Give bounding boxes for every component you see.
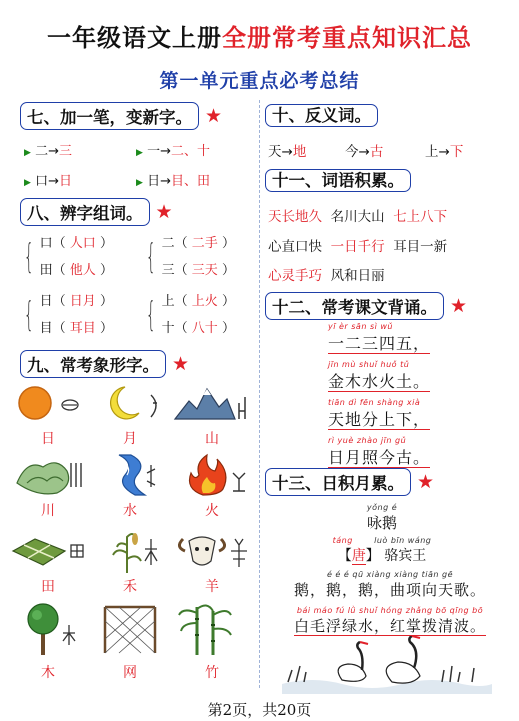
poem-title: yǒng é 咏鹅	[366, 503, 398, 532]
pictograph-field: 田	[8, 531, 88, 596]
section-7-heading: 七、加一笔，变新字。	[20, 102, 199, 130]
section-11-header	[265, 167, 411, 191]
pictograph-mountain: 山	[172, 383, 252, 448]
title-part1: 一年级语文上册	[47, 23, 222, 52]
sheep-icon	[172, 531, 252, 571]
brace-icon: {	[145, 237, 156, 277]
pictograph-water: 水	[90, 455, 170, 520]
recite-line-4: rì yuè zhào jīn gǔ 日月照今古。	[328, 436, 431, 467]
section-10-heading: 十、反义词。	[265, 104, 378, 127]
section-10-header	[265, 102, 378, 126]
poem-author: táng luò bīn wáng 【唐】 骆宾王	[332, 536, 432, 564]
section-8-header	[20, 198, 173, 226]
grain-icon	[90, 531, 170, 571]
idiom-row-2: 心直口快 一日千行 耳目一新	[268, 239, 448, 255]
idiom-row-3: 心灵手巧 风和日丽	[268, 268, 385, 284]
star-icon: ★	[417, 470, 435, 493]
field-icon	[8, 531, 88, 571]
title-part2: 全册常考重点知识汇总	[222, 23, 472, 52]
section-12-header	[265, 292, 467, 320]
antonym-pair-2: 今→古	[345, 144, 384, 160]
section-11-heading: 十一、词语积累。	[265, 169, 411, 192]
pictograph-sheep: 羊	[172, 531, 252, 596]
pictograph-net: 网	[90, 601, 170, 682]
pictograph-tree: 木	[8, 601, 88, 682]
antonym-pair-1: 天→地	[268, 144, 307, 160]
s8-group-4: { 上（ 上火 ） 十（ 八十 ）	[145, 294, 235, 336]
brace-icon: {	[23, 237, 34, 277]
section-8-heading: 八、辨字组词。	[20, 198, 150, 226]
mountain-icon	[172, 383, 252, 423]
section-7-header	[20, 102, 222, 130]
bamboo-icon	[172, 601, 252, 657]
s7-item-3: ▶ 口→日	[24, 174, 72, 189]
idiom-row-1: 天长地久 名川大山 七上八下	[268, 209, 448, 225]
pictograph-fire: 火	[172, 455, 252, 520]
section-9-header	[20, 350, 189, 378]
recite-line-1: yī èr sān sì wǔ 一二三四五，	[328, 322, 431, 353]
sun-icon	[8, 383, 88, 423]
column-divider	[259, 100, 260, 688]
page-number: 第2页，共20页	[207, 701, 312, 719]
water-icon	[90, 455, 170, 495]
page-subtitle: 第一单元重点必考总结	[159, 70, 360, 92]
section-9-heading: 九、常考象形字。	[20, 350, 166, 378]
s8-group-2: { 二（ 二手 ） 三（ 三天 ）	[145, 236, 235, 278]
brace-icon: {	[23, 295, 34, 335]
s8-group-1: { 口（ 人口 ） 田（ 他人 ）	[23, 236, 113, 278]
net-icon	[90, 601, 170, 657]
section-12-heading: 十二、常考课文背诵。	[265, 292, 444, 320]
river-icon	[8, 455, 88, 495]
s7-item-1: ▶ 二→三	[24, 144, 72, 159]
fire-icon	[172, 455, 252, 495]
star-icon: ★	[205, 104, 223, 127]
section-13-heading: 十三、日积月累。	[265, 468, 411, 496]
recite-line-3: tiān dì fēn shàng xià 天地分上下，	[328, 398, 431, 429]
poem-line-2: bái máo fú lǜ shuǐ hóng zhǎng bō qīng bō 白毛浮绿水，红掌拨清波。	[293, 606, 486, 635]
geese-icon	[282, 636, 492, 694]
section-13-header	[265, 468, 434, 496]
bullet-icon: ▶	[24, 148, 31, 158]
pictograph-grid	[0, 383, 259, 683]
tree-icon	[8, 601, 88, 657]
s8-group-3: { 日（ 日月 ） 目（ 耳目 ）	[23, 294, 113, 336]
star-icon: ★	[155, 200, 173, 223]
pictograph-grain: 禾	[90, 531, 170, 596]
pictograph-moon: 月	[90, 383, 170, 448]
pictograph-sun: 日	[8, 383, 88, 448]
brace-icon: {	[145, 295, 156, 335]
bullet-icon: ▶	[136, 148, 143, 158]
pictograph-bamboo: 竹	[172, 601, 252, 682]
star-icon: ★	[450, 294, 468, 317]
s7-item-2: ▶ 一→二、十	[136, 144, 210, 159]
bullet-icon: ▶	[24, 178, 31, 188]
bullet-icon: ▶	[136, 178, 143, 188]
antonym-pair-3: 上→下	[425, 144, 464, 160]
moon-icon	[90, 383, 170, 423]
page-title	[0, 18, 519, 53]
s7-item-4: ▶ 日→目、田	[136, 174, 210, 189]
recite-line-2: jīn mù shuǐ huǒ tǔ 金木水火土。	[328, 360, 431, 391]
star-icon: ★	[172, 352, 190, 375]
geese-illustration	[282, 636, 492, 698]
pictograph-river: 川	[8, 455, 88, 520]
poem-line-1: é é é qū xiàng xiàng tiān gē 鹅，鹅，鹅，曲项向天歌。	[293, 570, 486, 599]
